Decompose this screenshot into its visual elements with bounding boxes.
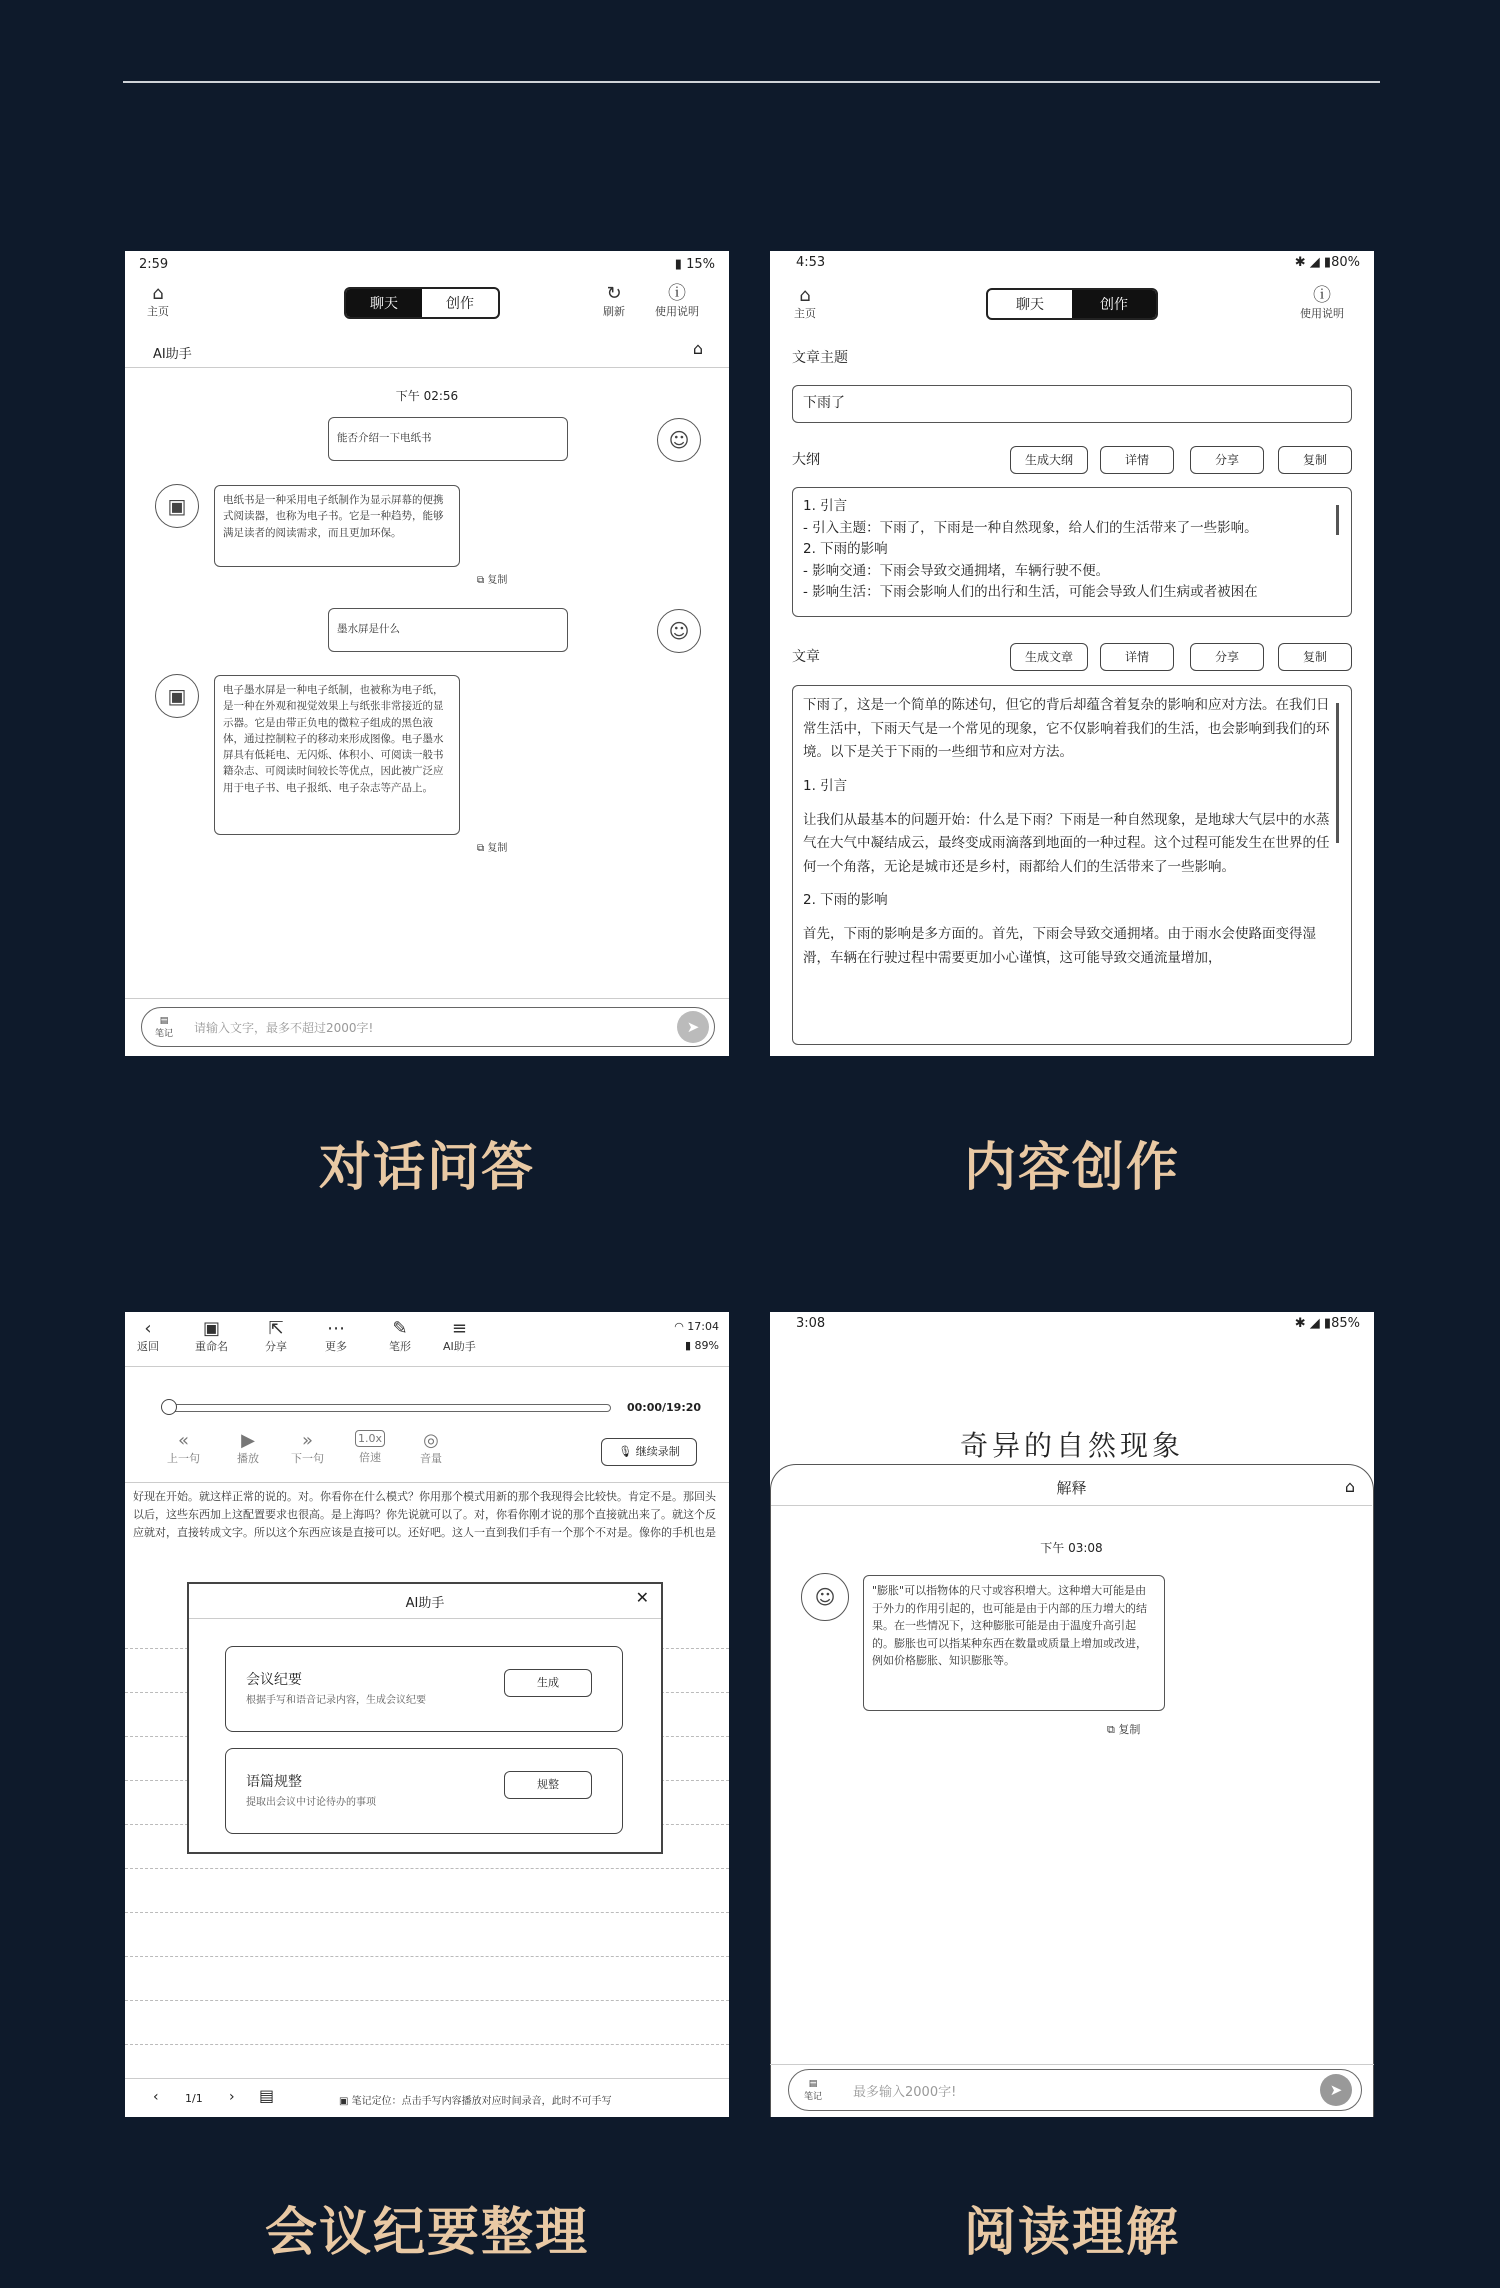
mode-tabs: [344, 287, 500, 319]
next-sentence-button[interactable]: » 下一句: [291, 1430, 324, 1465]
share-button[interactable]: 分享: [1190, 643, 1264, 671]
home-icon: ⌂: [799, 285, 811, 306]
prev-page-icon[interactable]: ‹: [153, 2089, 159, 2105]
play-button[interactable]: ▶ 播放: [237, 1430, 259, 1465]
create-screenshot: [770, 251, 1374, 1056]
clear-icon[interactable]: ⌂: [1344, 1477, 1355, 1496]
input-placeholder: 请输入文字，最多不超过2000字!: [194, 1020, 374, 1035]
text-organize-card: [225, 1748, 623, 1834]
chat-screenshot: [125, 251, 729, 1056]
bot-message: "膨胀"可以指物体的尺寸或容积增大。这种增大可能是由于外力的作用引起的，也可能是由于内部的压力增大的结果。在一些情况下，这种膨胀可能是由于温度升高引起的。膨胀也可以指某种东西在数量或质量上增加或改进，例如价格膨胀、知识膨胀等。: [863, 1575, 1165, 1711]
volume-button[interactable]: ◎ 音量: [420, 1430, 442, 1465]
input-divider: [770, 2064, 1374, 2065]
send-icon[interactable]: ➤: [677, 1011, 709, 1043]
article-scrollbar[interactable]: [1336, 703, 1339, 843]
top-divider: [123, 81, 1380, 83]
topic-input[interactable]: 下雨了: [792, 385, 1352, 423]
user-message: 墨水屏是什么: [328, 608, 568, 652]
help-button[interactable]: ⓘ 使用说明: [1300, 285, 1344, 320]
generate-article-button[interactable]: 生成文章: [1010, 643, 1088, 671]
outline-line: - 影响交通：下雨会导致交通拥堵，车辆行驶不便。: [803, 562, 1110, 579]
reading-screenshot: [770, 1312, 1374, 2117]
book-title: 奇异的自然现象: [959, 1429, 1184, 1462]
caption-meeting: 会议纪要整理: [264, 2203, 589, 2263]
copy-button[interactable]: ⧉ 复制: [1107, 1723, 1141, 1736]
wifi-icon: ◠: [674, 1320, 684, 1333]
notes-icon[interactable]: ▤ 笔记: [803, 2078, 822, 2102]
page-title: AI助手: [153, 347, 192, 362]
bot-avatar-icon: ▣: [155, 674, 199, 718]
rename-button[interactable]: ▣ 重命名: [195, 1318, 228, 1353]
generate-button[interactable]: 生成: [504, 1669, 592, 1697]
page-indicator: 1/1: [185, 2092, 203, 2105]
time-progress: 00:00/19:20: [627, 1401, 702, 1414]
header-divider: [125, 367, 729, 368]
transcript-text: 好现在开始。就这样正常的说的。对。你看你在什么模式？你用那个模式用新的那个我现得会比较快。肯定不是。那回头以后，这些东西加上这配置要求也很高。是上海吗？你先说就可以了。对，你看你刚才说的那个直接就出来了。就这个反应就对，直接转成文字。所以这个东西应该是直接可以。还好吧。这人一直到我们手有一个那个不对是。像你的手机也是: [133, 1490, 716, 1540]
rename-icon: ▣: [202, 1318, 220, 1339]
status-time: 3:08: [796, 1316, 826, 1331]
note-line: [125, 2044, 729, 2045]
input-placeholder: 最多输入2000字!: [853, 2084, 957, 2100]
copy-button[interactable]: 复制: [1278, 446, 1352, 474]
help-icon: ⓘ: [1313, 285, 1331, 306]
share-button[interactable]: 分享: [1190, 446, 1264, 474]
bot-avatar-icon: ▣: [155, 484, 199, 528]
tab-chat[interactable]: 聊天: [346, 289, 422, 317]
outline-line: 1. 引言: [803, 498, 848, 514]
caption-create: 内容创作: [963, 1138, 1180, 1198]
topic-label: 文章主题: [792, 350, 848, 366]
meeting-screenshot: [125, 1312, 729, 2117]
bot-message: 电纸书是一种采用电子纸制作为显示屏幕的便携式阅读器，也称为电子书。它是一种趋势，能够满足读者的阅读需求，而且更加环保。: [214, 485, 460, 567]
status-battery: ✱ ◢ ▮85%: [1294, 1316, 1360, 1331]
card-desc: 提取出会议中讨论待办的事项: [246, 1797, 376, 1808]
status-area: ◠ 17:04 ▮ 89%: [674, 1320, 719, 1352]
dialog-divider: [189, 1618, 661, 1619]
note-line: [125, 1912, 729, 1913]
volume-icon: ◎: [423, 1430, 439, 1451]
home-icon: ⌂: [152, 283, 164, 304]
tab-chat[interactable]: 聊天: [1016, 297, 1044, 313]
message-input[interactable]: [788, 2069, 1362, 2111]
tab-create[interactable]: 创作: [1072, 290, 1156, 318]
ai-assistant-button[interactable]: ≡ AI助手: [443, 1318, 476, 1353]
article-paragraph: 2. 下雨的影响: [803, 892, 888, 909]
footer-divider: [125, 2078, 729, 2079]
mic-icon: 🎙︎: [618, 1445, 633, 1458]
caption-reading: 阅读理解: [963, 2203, 1180, 2263]
status-time: 4:53: [796, 255, 826, 270]
dialog-title: AI助手: [405, 1596, 445, 1611]
note-line: [125, 1956, 729, 1957]
card-desc: 根据手写和语音记录内容，生成会议纪要: [246, 1695, 426, 1706]
reader-avatar-icon: ☺: [801, 1573, 849, 1621]
pen-icon: ✎: [392, 1318, 408, 1339]
status-time: 2:59: [139, 257, 169, 272]
back-button[interactable]: ‹ 返回: [137, 1318, 159, 1353]
home-button[interactable]: ⌂ 主页: [794, 285, 816, 320]
organize-button[interactable]: 规整: [504, 1771, 592, 1799]
caption-chat: 对话问答: [318, 1138, 535, 1198]
copy-button[interactable]: ⧉ 复制: [477, 575, 508, 586]
article-paragraph: 让我们从最基本的问题开始：什么是下雨？下雨是一种自然现象，是地球大气层中的水蒸气在大气中凝结成云，最终变成雨滴落到地面的一种过程。这个过程可能发生在世界的任何一个角落，无论是城市还是乡村，雨都给人们的生活带来了一些影响。: [803, 811, 1330, 875]
speed-button[interactable]: 1.0x 倍速: [355, 1430, 385, 1464]
clear-icon[interactable]: ⌂: [692, 339, 703, 358]
forward-icon: »: [301, 1430, 313, 1451]
share-icon: ⇱: [268, 1318, 284, 1339]
user-avatar-icon: ☺: [657, 418, 701, 462]
back-icon: ‹: [144, 1318, 152, 1339]
pen-button[interactable]: ✎ 笔形: [389, 1318, 411, 1353]
status-battery: ✱ ◢ ▮80%: [1294, 255, 1360, 270]
help-icon: ⓘ: [668, 283, 686, 304]
generate-outline-button[interactable]: 生成大纲: [1010, 446, 1088, 474]
message-input[interactable]: [141, 1007, 715, 1047]
play-icon: ▶: [241, 1430, 255, 1451]
send-icon[interactable]: ➤: [1320, 2074, 1352, 2106]
article-paragraph: 下雨了，这是一个简单的陈述句，但它的背后却蕴含着复杂的影响和应对方法。在我们日常生活中，下雨天气是一个常见的现象，它不仅影响着我们的生活，也会影响到我们的环境。以下是关于下雨的一些细节和应对方法。: [803, 697, 1330, 761]
chat-timestamp: 下午 03:08: [1040, 1541, 1103, 1555]
player-divider: [125, 1482, 729, 1483]
bot-message: 电子墨水屏是一种电子纸制，也被称为电子纸，是一种在外观和视觉效果上与纸张非常接近的显示器。它是由带正负电的微粒子组成的黑色液体，通过控制粒子的移动来形成图像。电子墨水屏具有低耗电、无闪烁、体积小、可阅读一般书籍杂志、可阅读时间较长等优点，因此被广泛应用于电子书、电子报纸、电子杂志等产品上。: [214, 675, 460, 835]
status-battery: ▮ 15%: [674, 257, 715, 272]
input-divider: [125, 998, 729, 999]
sheet-divider: [771, 1505, 1372, 1506]
article-paragraph: 首先，下雨的影响是多方面的。首先，下雨会导致交通拥堵。由于雨水会使路面变得湿滑，车辆在行驶过程中需要更加小心谨慎，这可能导致交通流量增加，: [803, 926, 1316, 966]
tab-create[interactable]: 创作: [446, 296, 474, 312]
copy-button[interactable]: ⧉ 复制: [477, 843, 508, 854]
copy-button[interactable]: 复制: [1278, 643, 1352, 671]
mode-tabs: [986, 288, 1158, 320]
card-title: 语篇规整: [246, 1774, 302, 1790]
ai-icon: ≡: [451, 1318, 467, 1339]
notes-icon[interactable]: ▤ 笔记: [154, 1015, 173, 1039]
share-button[interactable]: ⇱ 分享: [265, 1318, 287, 1353]
note-line: [125, 2000, 729, 2001]
chat-timestamp: 下午 02:56: [395, 389, 459, 403]
notes-icon[interactable]: ▤: [259, 2086, 275, 2105]
ai-assistant-dialog: [187, 1582, 663, 1854]
next-page-icon[interactable]: ›: [229, 2089, 235, 2105]
article-paragraph: 1. 引言: [803, 777, 848, 794]
footer-note: ▣ 笔记定位：点击手写内容播放对应时间录音，此时不可手写: [339, 2096, 612, 2107]
more-button[interactable]: ⋯ 更多: [325, 1318, 347, 1353]
outline-line: - 引入主题：下雨了，下雨是一种自然现象，给人们的生活带来了一些影响。: [803, 519, 1258, 536]
detail-button[interactable]: 详情: [1100, 643, 1174, 671]
explain-sheet: [770, 1464, 1374, 2117]
more-icon: ⋯: [327, 1318, 345, 1339]
card-title: 会议纪要: [246, 1672, 302, 1688]
help-button[interactable]: ⓘ 使用说明: [655, 283, 699, 318]
audio-progress-handle[interactable]: [161, 1399, 177, 1415]
continue-recording-button[interactable]: 🎙︎ 继续录制: [601, 1438, 697, 1466]
user-avatar-icon: ☺: [657, 609, 701, 653]
detail-button[interactable]: 详情: [1100, 446, 1174, 474]
article-textarea[interactable]: [792, 685, 1352, 1045]
user-message: 能否介绍一下电纸书: [328, 417, 568, 461]
home-button[interactable]: ⌂ 主页: [147, 283, 169, 318]
close-icon[interactable]: ✕: [635, 1588, 649, 1607]
outline-line: - 影响生活：下雨会影响人们的出行和生活，可能会导致人们生病或者被困在: [803, 584, 1258, 601]
note-line: [125, 1868, 729, 1869]
toolbar-divider: [125, 1366, 729, 1367]
prev-sentence-button[interactable]: « 上一句: [167, 1430, 200, 1465]
meeting-minutes-card: [225, 1646, 623, 1732]
refresh-icon: ↻: [606, 283, 622, 304]
outline-textarea[interactable]: [792, 487, 1352, 617]
audio-progress-track[interactable]: [167, 1404, 611, 1412]
refresh-button[interactable]: ↻ 刷新: [603, 283, 625, 318]
outline-label: 大纲: [792, 452, 820, 468]
outline-scrollbar[interactable]: [1336, 505, 1339, 535]
outline-line: 2. 下雨的影响: [803, 541, 888, 558]
article-label: 文章: [792, 649, 820, 665]
rewind-icon: «: [177, 1430, 189, 1451]
sheet-title: 解释: [1056, 1479, 1087, 1497]
